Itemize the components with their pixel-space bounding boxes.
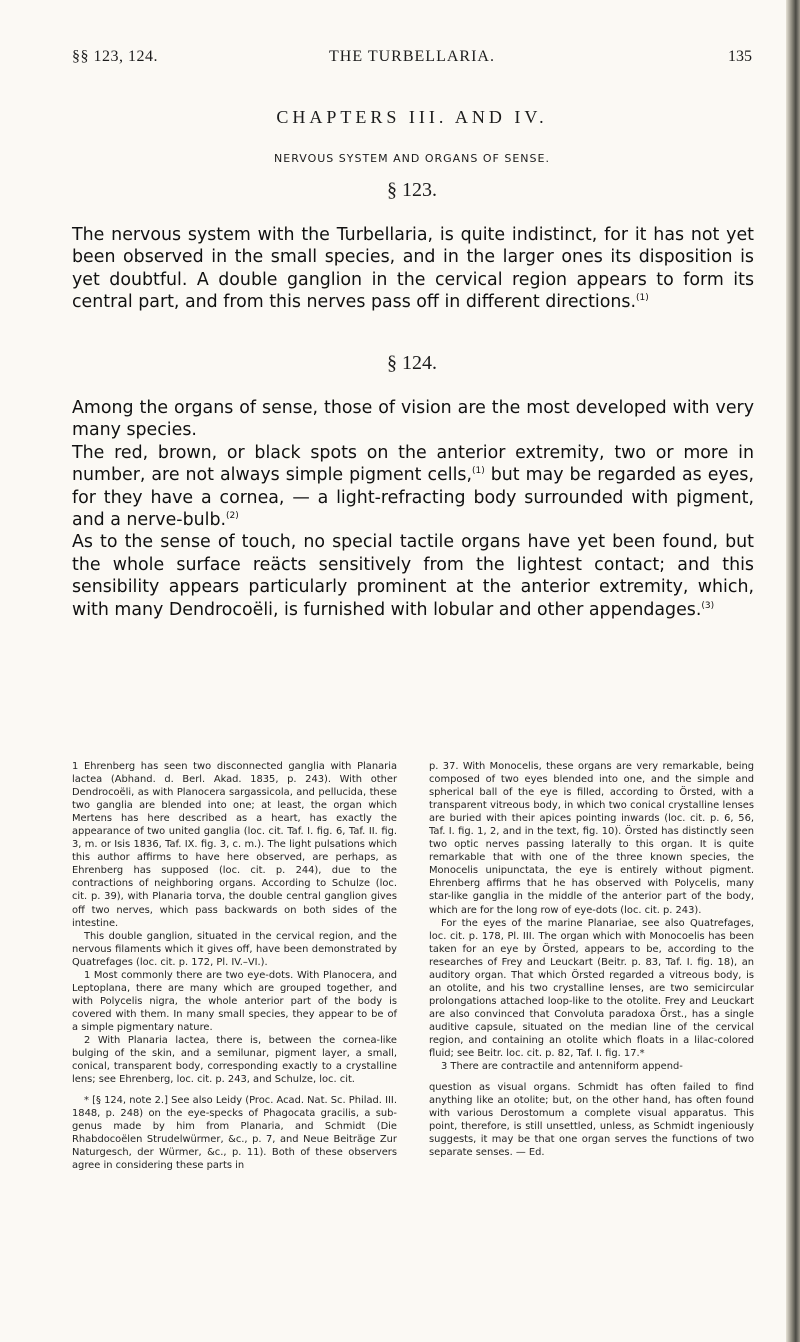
footnote: 1 Most commonly there are two eye-dots. With Planocera, and Leptoplana, there are many which are grouped together, and with Polycelis nigra, the whole anterior part of the body is covered with them. In many small species, they appear to be of a simple pigmentary nature. [72, 969, 397, 1033]
running-head-sections: §§ 123, 124. [72, 48, 158, 65]
page-edge-shadow [786, 0, 800, 1342]
footnotes-left-column [72, 760, 397, 1172]
paragraph-3-text: As to the sense of touch, no special tactile organs have yet been found, but the whole surface reäcts sensitively from the lightest contact; and this sensibility appears particularly prominent at the anterior extremity, which, with many Dendrocoëli, is furnished with lobular and other appendages. [72, 532, 754, 620]
note-mark: (1) [472, 466, 485, 477]
running-head-title: THE TURBELLARIA. [329, 48, 495, 65]
section-123-body [72, 224, 754, 314]
section-123-text: The nervous system with the Turbellaria, is quite indistinct, for it has not yet been observed in the small species, and in the larger ones its disposition is yet doubtful. A double ganglion in the cervical region appears to form its central part, and from this nerves pass off in different directions. [72, 225, 754, 313]
editor-note-continued: question as visual organs. Schmidt has often failed to find anything like an otolite; but, on the other hand, has often found with various Derostomum a complete visual apparatus. This point, therefore, is still unsettled, unless, as Schmidt ingeniously suggests, it may be that one organ serves the functions of two separate senses. — Ed. [429, 1082, 754, 1159]
footnote: p. 37. With Monocelis, these organs are very remarkable, being composed of two eyes blended into one, and the simple and spherical ball of the eye is filled, according to Örsted, with a transparent vitreous body, in which two conical crystalline lenses are buried with their apices pointing inwards (loc. cit. p. 6, 56, Taf. I. fig. 1, 2, and in the text, fig. 10). Örsted has distinctly seen two optic nerves passing laterally to this organ. It is quite remarkable that with one of the three known species, the Monocelis unipunctata, the eye is entirely without pigment. Ehrenberg affirms that he has observed with Polycelis, many star-like ganglia in the middle of the anterior part of the body, which are for the long row of eye-dots (loc. cit. p. 243). [429, 761, 754, 916]
note-mark: (3) [701, 600, 715, 611]
editor-note: * [§ 124, note 2.] See also Leidy (Proc. Acad. Nat. Sc. Philad. III. 1848, p. 248) on the eye-specks of Phagocata gracilis, a sub-genus made by him from Planaria, and Schmidt (Die Rhabdocoëlen Strudelwürmer, &c., p. 7, and Neue Beiträge Zur Naturgesch, der Würmer, &c., p. 11). Both of these observers agree in considering these parts in [72, 1095, 397, 1172]
footnote: 3 There are contractile and antenniform append- [441, 1061, 683, 1073]
section-124-body [72, 397, 754, 621]
section-124-paragraph-1: Among the organs of sense, those of vision are the most developed with very many species. [72, 398, 754, 441]
note-mark: (1) [636, 293, 649, 304]
footnote: 2 With Planaria lactea, there is, between the cornea-like bulging of the skin, and a semilunar, pigment layer, a small, conical, transparent body, corresponding exactly to a crystalline lens; see Ehrenberg, loc. cit. p. 243, and Schulze, loc. cit. [72, 1034, 397, 1086]
section-123-heading: § 123. [387, 179, 437, 201]
chapter-subtitle: NERVOUS SYSTEM AND ORGANS OF SENSE. [274, 152, 550, 165]
running-head [72, 48, 752, 74]
note-mark: (2) [226, 511, 239, 522]
chapter-title: CHAPTERS III. AND IV. [276, 107, 548, 127]
footnotes-right-column [429, 760, 754, 1159]
section-124-heading: § 124. [387, 352, 437, 374]
page-number: 135 [728, 48, 752, 65]
section-124-paragraph-3 [72, 531, 754, 621]
footnote: 1 Ehrenberg has seen two disconnected ganglia with Planaria lactea (Abhand. d. Berl. Akad. 1835, p. 243). With other Dendrocoëli, as with Planocera sargassicola, and pellucida, these two ganglia are blended into one; at least, the organ which Mertens has here described as a heart, has exactly the appearance of two united ganglia (loc. cit. Taf. I. fig. 6, Taf. II. fig. 3, m. or Isis 1836, Taf. IX. fig. 3, c. m.). The light pulsations which this author affirms to have here observed, are perhaps, as Ehrenberg has supposed (loc. cit. p. 244), due to the contractions of neighboring organs. According to Schulze (loc. cit. p. 39), with Planaria torva, the double central ganglion gives off two nerves, which pass backwards on both sides of the intestine. [72, 761, 397, 929]
footnote: For the eyes of the marine Planariae, see also Quatrefages, loc. cit. p. 178, Pl. III. The organ which with Monocoelis has been taken for an eye by Örsted, appears to be, according to the researches of Frey and Leuckart (Beitr. p. 83, Taf. I. fig. 18), an auditory organ. That which Örsted regarded a vitreous body, is an otolite, and his two crystalline lenses, are two semicircular prolongations attached loop-like to the otolite. Frey and Leuckart are also convinced that Convoluta paradoxa Örst., has a single auditive capsule, situated on the median line of the cervical region, and containing an otolite which floats in a lilac-colored fluid; see Beitr. loc. cit. p. 82, Taf. I. fig. 17.* [429, 917, 754, 1060]
footnote: This double ganglion, situated in the cervical region, and the nervous filaments which it gives off, have been demonstrated by Quatrefages (loc. cit. p. 172, Pl. IV.–VI.). [72, 930, 397, 968]
section-124-paragraph-2 [72, 442, 754, 532]
paragraph-2-text-b: but may be regarded as eyes, for they have a cornea, — a light-refracting body surrounded with pigment, and a nerve-bulb. [72, 465, 754, 531]
paragraph-2-text-a: The red, brown, or black spots on the anterior extremity, two or more in number, are not always simple pigment cells, [72, 442, 754, 486]
